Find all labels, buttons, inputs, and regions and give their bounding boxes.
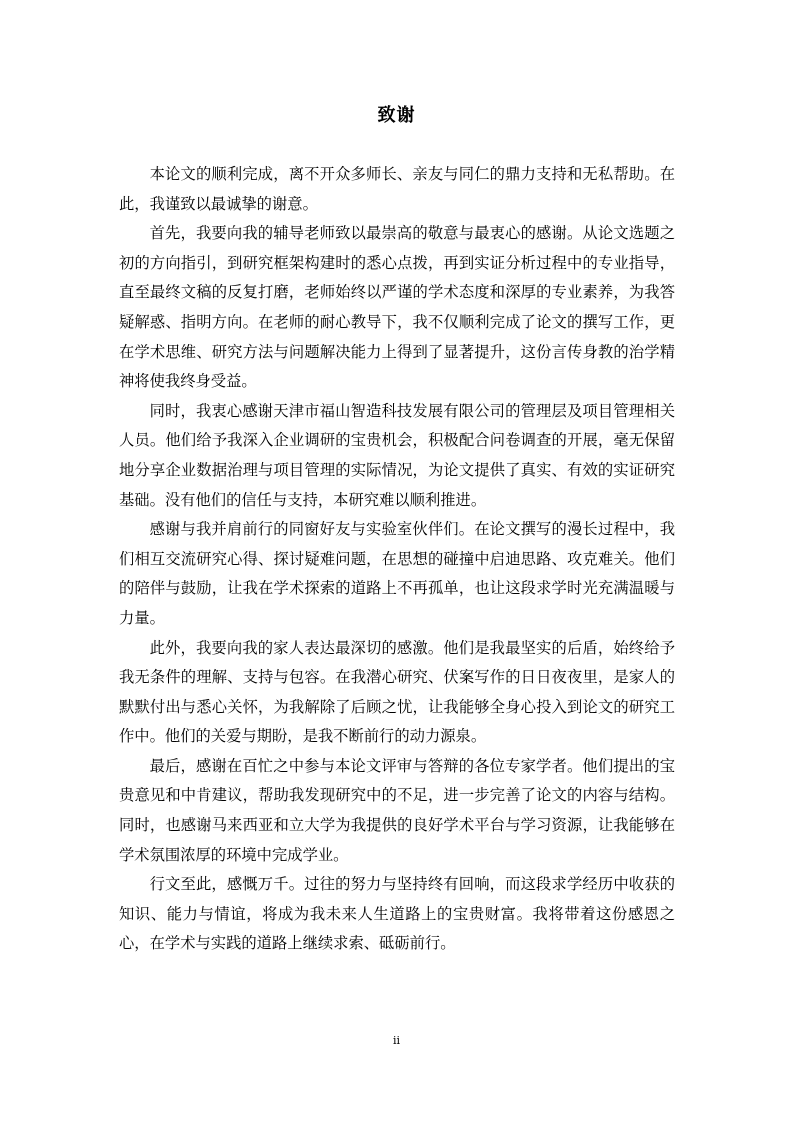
paragraph: 首先，我要向我的辅导老师致以最崇高的敬意与最衷心的感谢。从论文选题之初的方向指引，到研究框架构建时的悉心点拨，再到实证分析过程中的专业指导，直至最终文稿的反复打磨，老师始终以严谨的学术态度和深厚的专业素养，为我答疑解惑、指明方向。在老师的耐心教导下，我不仅顺利完成了论文的撰写工作，更在学术思维、研究方法与问题解决能力上得到了显著提升，这份言传身教的治学精神将使我终身受益。 bbox=[119, 224, 675, 391]
paragraph: 感谢与我并肩前行的同窗好友与实验室伙伴们。在论文撰写的漫长过程中，我们相互交流研究心得、探讨疑难问题，在思想的碰撞中启迪思路、攻克难关。他们的陪伴与鼓励，让我在学术探索的道路上不再孤单，也让这段求学时光充满温暖与力量。 bbox=[119, 520, 675, 627]
paragraph: 最后，感谢在百忙之中参与本论文评审与答辩的各位专家学者。他们提出的宝贵意见和中肯建议，帮助我发现研究中的不足，进一步完善了论文的内容与结构。同时，也感谢马来西亚和立大学为我提供的良好学术平台与学习资源，让我能够在学术氛围浓厚的环境中完成学业。 bbox=[119, 756, 675, 864]
paragraph: 行文至此，感慨万千。过往的努力与坚持终有回响，而这段求学经历中收获的知识、能力与情谊，将成为我未来人生道路上的宝贵财富。我将带着这份感恩之心，在学术与实践的道路上继续求索、砥砺前行。 bbox=[119, 875, 675, 953]
page-title: 致谢 bbox=[377, 105, 416, 126]
paragraph: 本论文的顺利完成，离不开众多师长、亲友与同仁的鼎力支持和无私帮助。在此，我谨致以最诚挚的谢意。 bbox=[119, 165, 675, 213]
paragraph: 此外，我要向我的家人表达最深切的感激。他们是我最坚实的后盾，始终给予我无条件的理解、支持与包容。在我潜心研究、伏案写作的日日夜夜里，是家人的默默付出与悉心关怀，为我解除了后顾之忧，让我能够全身心投入到论文的研究工作中。他们的关爱与期盼，是我不断前行的动力源泉。 bbox=[119, 638, 675, 746]
page-number: ii bbox=[392, 1034, 401, 1047]
paragraph: 同时，我衷心感谢天津市福山智造科技发展有限公司的管理层及项目管理相关人员。他们给予我深入企业调研的宝贵机会，积极配合问卷调查的开展，毫无保留地分享企业数据治理与项目管理的实际情况，为论文提供了真实、有效的实证研究基础。没有他们的信任与支持，本研究难以顺利推进。 bbox=[119, 401, 675, 509]
acknowledgement-body bbox=[119, 160, 675, 959]
